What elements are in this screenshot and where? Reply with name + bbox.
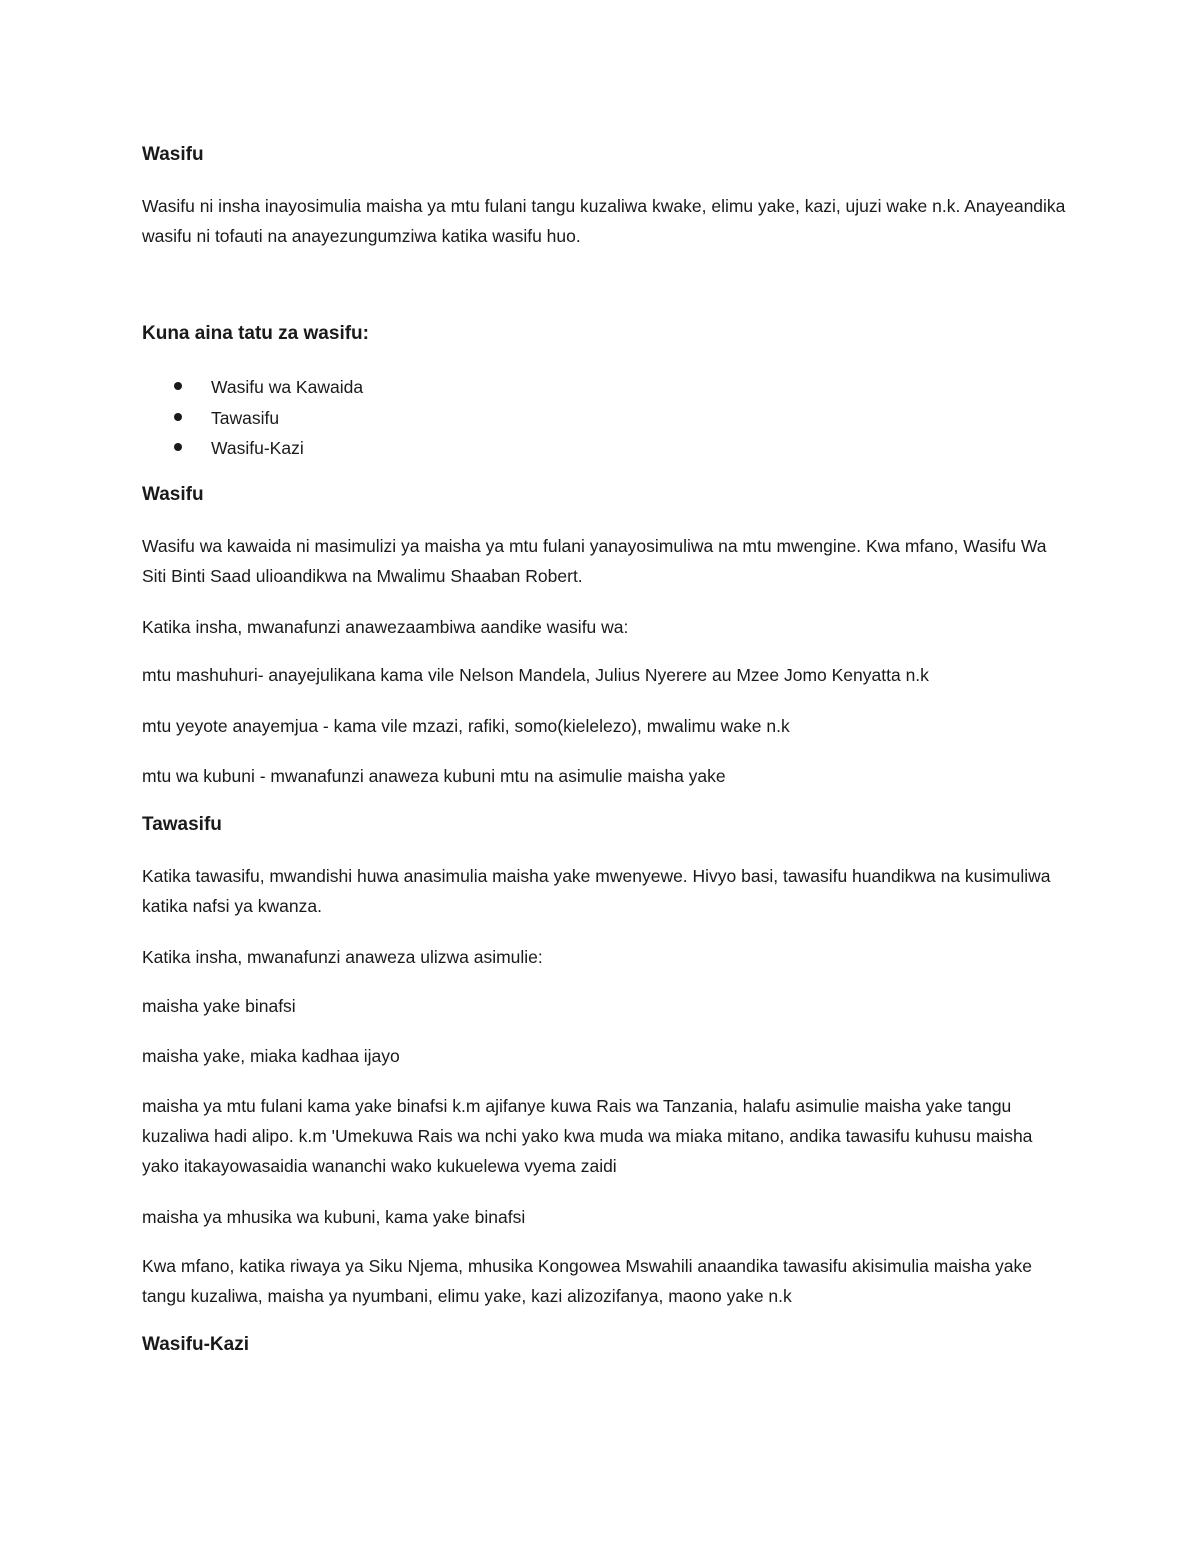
intro-paragraph: Wasifu ni insha inayosimulia maisha ya mtu fulani tangu kuzaliwa kwake, elimu yake, kazi, ujuzi wake n.k. Anayeandika wasifu ni tofauti na anayezungumziwa katika wasifu huo. bbox=[142, 196, 1066, 246]
list-item-label: Tawasifu bbox=[211, 407, 280, 428]
wasifu-paragraph-3: mtu mashuhuri- anayejulikana kama vile Nelson Mandela, Julius Nyerere au Mzee Jomo Kenyatta n.k bbox=[142, 665, 929, 685]
list-item bbox=[142, 403, 363, 434]
tawasifu-paragraph-2: Katika insha, mwanafunzi anaweza ulizwa asimulie: bbox=[142, 947, 543, 967]
tawasifu-paragraph-4: maisha yake, miaka kadhaa ijayo bbox=[142, 1046, 400, 1066]
tawasifu-paragraph-1: Katika tawasifu, mwandishi huwa anasimulia maisha yake mwenyewe. Hivyo basi, tawasifu huandikwa na kusimuliwa katika nafsi ya kwanza. bbox=[142, 866, 1051, 916]
tawasifu-paragraph-7: Kwa mfano, katika riwaya ya Siku Njema, mhusika Kongowea Mswahili anaandika tawasifu akisimulia maisha yake tangu kuzaliwa, maisha ya nyumbani, elimu yake, kazi alizozifanya, maono yake n.k bbox=[142, 1256, 1032, 1306]
bullet-icon bbox=[174, 413, 182, 421]
bullet-icon bbox=[174, 382, 182, 390]
wasifu-paragraph-1: Wasifu wa kawaida ni masimulizi ya maisha ya mtu fulani yanayosimuliwa na mtu mwengine. Kwa mfano, Wasifu Wa Siti Binti Saad ulioandikwa na Mwalimu Shaaban Robert. bbox=[142, 536, 1047, 586]
list-item bbox=[142, 372, 363, 403]
list-item-label: Wasifu wa Kawaida bbox=[211, 377, 364, 397]
section-heading-tawasifu: Tawasifu bbox=[142, 814, 222, 835]
wasifu-paragraph-5: mtu wa kubuni - mwanafunzi anaweza kubuni mtu na asimulie maisha yake bbox=[142, 766, 726, 786]
wasifu-paragraph-2: Katika insha, mwanafunzi anawezaambiwa aandike wasifu wa: bbox=[142, 617, 629, 637]
section-heading-wasifu: Wasifu bbox=[142, 484, 204, 505]
section-heading-wasifu-kazi: Wasifu-Kazi bbox=[142, 1334, 249, 1355]
wasifu-paragraph-4: mtu yeyote anayemjua - kama vile mzazi, rafiki, somo(kielelezo), mwalimu wake n.k bbox=[142, 716, 790, 736]
types-list bbox=[142, 372, 363, 464]
types-heading: Kuna aina tatu za wasifu: bbox=[142, 323, 369, 344]
document-title: Wasifu bbox=[142, 144, 204, 165]
list-item-label: Wasifu-Kazi bbox=[211, 438, 304, 458]
list-item bbox=[142, 433, 363, 464]
tawasifu-paragraph-5: maisha ya mtu fulani kama yake binafsi k.m ajifanye kuwa Rais wa Tanzania, halafu asimulie maisha yake tangu kuzaliwa hadi alipo. k.m 'Umekuwa Rais wa nchi yako kwa muda wa miaka mitano, andika tawasifu kuhusu maisha yako itakayowasaidia wananchi wako kukuelewa vyema zaidi bbox=[142, 1096, 1033, 1176]
tawasifu-paragraph-3: maisha yake binafsi bbox=[142, 996, 296, 1016]
tawasifu-paragraph-6: maisha ya mhusika wa kubuni, kama yake binafsi bbox=[142, 1207, 526, 1227]
bullet-icon bbox=[174, 443, 182, 451]
